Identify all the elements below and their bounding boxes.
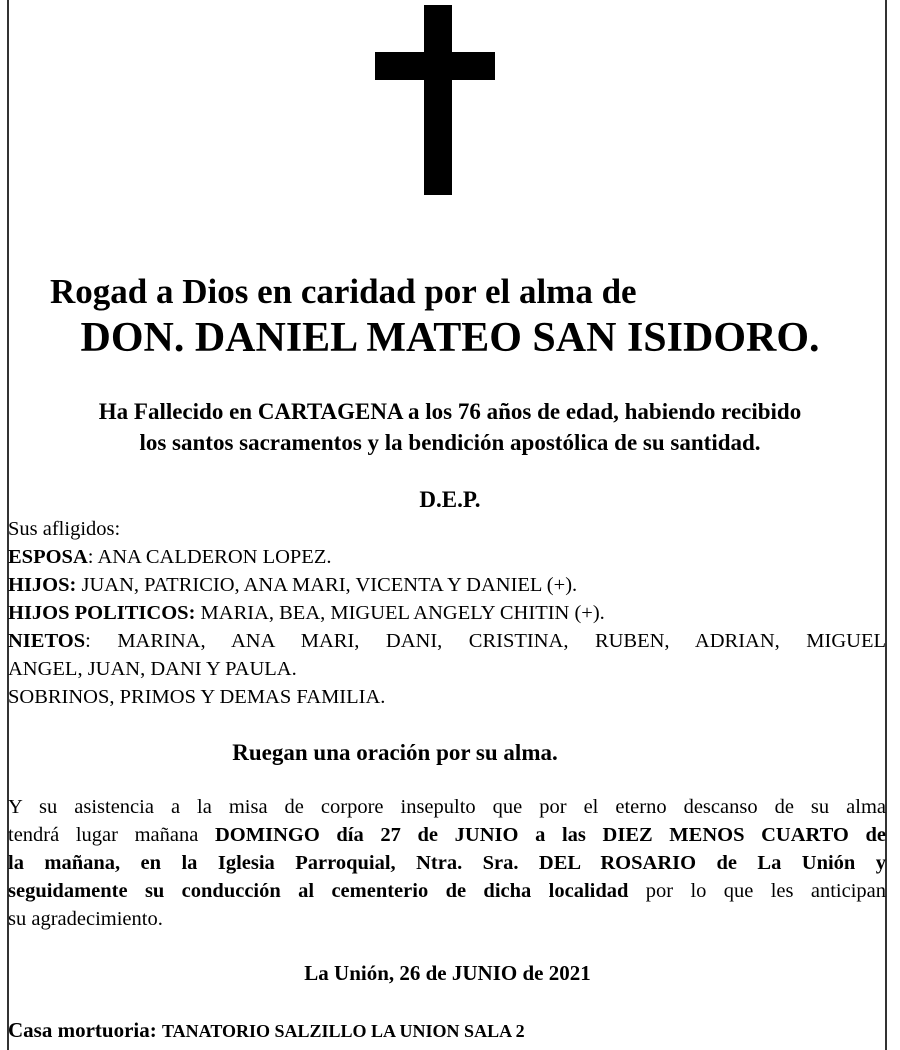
family-esposa	[8, 543, 886, 571]
death-notice-line-1: Ha Fallecido en CARTAGENA a los 76 años de edad, habiendo recibido	[98, 399, 802, 424]
mass-line-4	[8, 877, 886, 905]
nietos-label: NIETOS	[8, 630, 86, 652]
death-notice	[0, 396, 900, 458]
hijos-value: JUAN, PATRICIO, ANA MARI, VICENTA Y DANIEL (+).	[76, 574, 578, 596]
mass-line-2a: tendrá lugar mañana	[8, 824, 215, 846]
hijos-label: HIJOS:	[8, 574, 77, 596]
cross-icon-bar	[375, 52, 495, 80]
mass-line-4b: por lo que les anticipan	[628, 880, 886, 902]
prayer-request: Ruegan una oración por su alma.	[232, 740, 558, 765]
hijos-politicos-label: HIJOS POLITICOS:	[8, 602, 196, 624]
mass-line-3	[8, 849, 886, 877]
hijos-politicos-value: MARIA, BEA, MIGUEL ANGELY CHITIN (+).	[195, 602, 605, 624]
family-others: SOBRINOS, PRIMOS Y DEMAS FAMILIA.	[8, 686, 386, 708]
deceased-name: DON. DANIEL MATEO SAN ISIDORO.	[80, 315, 820, 361]
mass-line-4a: seguidamente su conducción al cementerio de dicha localidad	[8, 880, 629, 902]
nietos-value-1: : MARINA, ANA MARI, DANI, CRISTINA, RUBEN, ADRIAN, MIGUEL	[85, 630, 886, 652]
dep-label: D.E.P.	[419, 487, 481, 512]
mass-line-5: su agradecimiento.	[8, 908, 163, 930]
mass-details	[8, 793, 886, 933]
esposa-value: : ANA CALDERON LOPEZ.	[87, 546, 332, 568]
mass-line-2	[8, 821, 886, 849]
mass-line-3-text: la mañana, en la Iglesia Parroquial, Ntra. Sra. DEL ROSARIO de La Unión y	[8, 852, 886, 874]
prayer-heading: Rogad a Dios en caridad por el alma de	[50, 272, 637, 311]
place-date: La Unión, 26 de JUNIO de 2021	[304, 961, 591, 985]
cross-icon	[424, 5, 452, 195]
mass-line-1: Y su asistencia a la misa de corpore insepulto que por el eterno descanso de su alma	[8, 796, 886, 818]
funeral-home	[8, 1018, 525, 1043]
funeral-home-value: TANATORIO SALZILLO LA UNION SALA 2	[161, 1021, 525, 1041]
mass-line-2b: DOMINGO día 27 de JUNIO a las DIEZ MENOS CUARTO de	[215, 824, 886, 846]
family-intro: Sus afligidos:	[8, 518, 121, 540]
funeral-home-label: Casa mortuoria:	[8, 1018, 162, 1042]
family-hijos	[8, 571, 886, 599]
family-hijos-politicos	[8, 599, 886, 627]
family-list	[8, 515, 886, 711]
esposa-label: ESPOSA	[8, 546, 88, 568]
death-notice-line-2: los santos sacramentos y la bendición apostólica de su santidad.	[139, 430, 761, 455]
family-nietos	[8, 627, 886, 655]
family-nietos-cont: ANGEL, JUAN, DANI Y PAULA.	[8, 658, 297, 680]
